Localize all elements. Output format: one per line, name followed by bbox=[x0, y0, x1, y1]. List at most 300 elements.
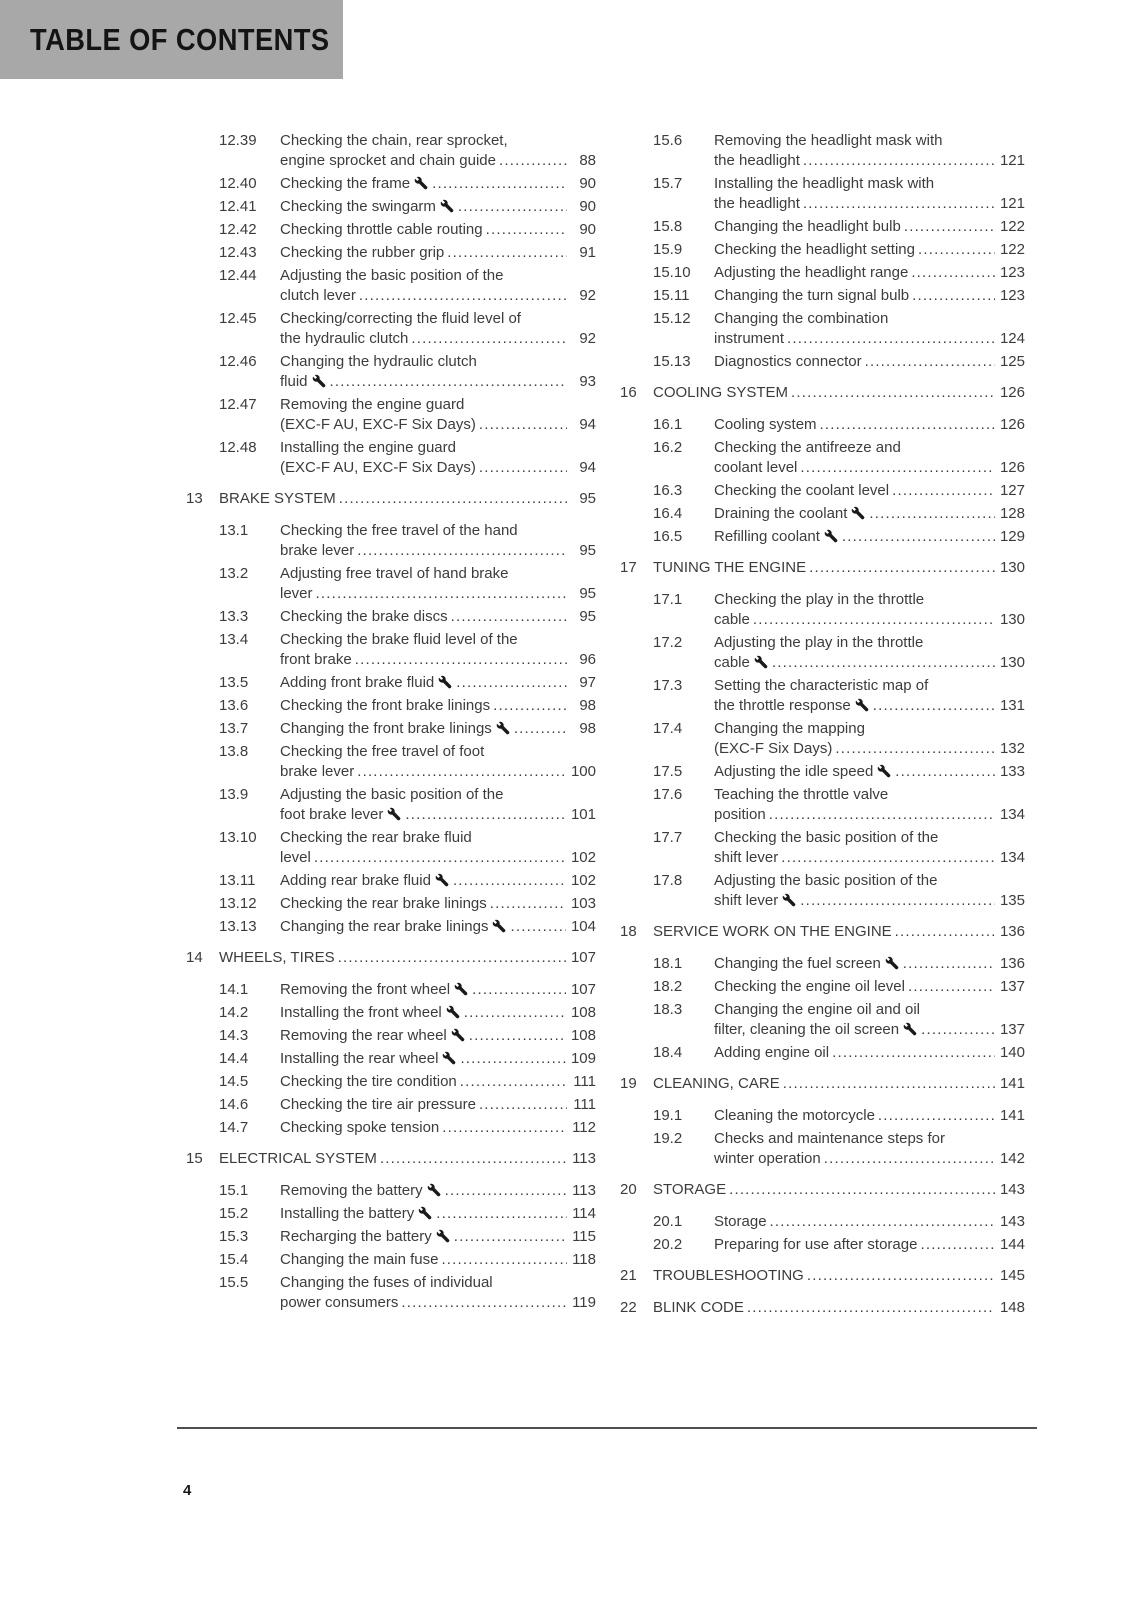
entry-title: (EXC-F AU, EXC-F Six Days) bbox=[280, 416, 476, 433]
entry-body bbox=[280, 131, 596, 171]
entry-last-line bbox=[280, 1072, 596, 1092]
entry-last-line bbox=[714, 891, 1025, 911]
entry-title-line: Adjusting the basic position of the bbox=[714, 872, 938, 889]
entry-title: Checking the coolant level bbox=[714, 482, 890, 499]
toc-entry bbox=[653, 415, 1025, 435]
dot-leader bbox=[835, 739, 995, 759]
entry-number: 15.9 bbox=[653, 241, 683, 258]
wrench-icon bbox=[446, 1005, 460, 1019]
dot-leader bbox=[842, 527, 995, 547]
entry-page-number: 113 bbox=[572, 1182, 596, 1199]
entry-title: filter, cleaning the oil screen bbox=[714, 1021, 900, 1038]
entry-body bbox=[714, 309, 1025, 349]
entry-last-line bbox=[280, 243, 596, 263]
entry-page-number: 123 bbox=[999, 287, 1025, 304]
entry-number: 17.8 bbox=[653, 872, 683, 889]
entry-page-number: 128 bbox=[999, 505, 1025, 522]
chapter-page-number: 148 bbox=[999, 1299, 1025, 1316]
entry-body bbox=[280, 1026, 596, 1046]
dot-leader bbox=[895, 762, 995, 782]
entry-number: 13.9 bbox=[219, 786, 249, 803]
toc-entry bbox=[219, 719, 596, 739]
toc-entry bbox=[219, 1026, 596, 1046]
entry-body bbox=[280, 742, 596, 782]
entry-title-line: Changing the fuses of individual bbox=[280, 1274, 493, 1291]
entry-title: Installing the front wheel bbox=[280, 1004, 442, 1021]
entry-title: Adding engine oil bbox=[714, 1044, 830, 1061]
entry-number: 14.3 bbox=[219, 1027, 249, 1044]
chapter-body bbox=[219, 948, 596, 968]
entry-last-line bbox=[714, 263, 1025, 283]
entry-number: 12.40 bbox=[219, 175, 257, 192]
entry-last-line bbox=[280, 1049, 596, 1069]
entry-title-line: Changing the combination bbox=[714, 310, 889, 327]
toc-entry bbox=[219, 1095, 596, 1115]
entry-body bbox=[714, 676, 1025, 716]
entry-page-number: 98 bbox=[579, 720, 596, 737]
entry-title: position bbox=[714, 806, 766, 823]
entry-body bbox=[714, 1000, 1025, 1040]
dot-leader bbox=[314, 848, 566, 868]
toc-entry bbox=[219, 1250, 596, 1270]
chapter-number: 17 bbox=[620, 559, 637, 576]
entry-body bbox=[714, 286, 1025, 306]
entry-body bbox=[280, 719, 596, 739]
wrench-icon bbox=[877, 764, 891, 778]
toc-entry bbox=[219, 696, 596, 716]
wrench-icon bbox=[387, 807, 401, 821]
entry-title: Changing the rear brake linings bbox=[280, 918, 489, 935]
chapter-number: 18 bbox=[620, 923, 637, 940]
wrench-icon bbox=[440, 199, 454, 213]
entry-title: foot brake lever bbox=[280, 806, 384, 823]
entry-title: coolant level bbox=[714, 459, 798, 476]
entry-title-line: Installing the headlight mask with bbox=[714, 175, 935, 192]
entry-last-line bbox=[714, 240, 1025, 260]
entry-body bbox=[280, 980, 596, 1000]
dot-leader bbox=[803, 151, 995, 171]
entry-number: 20.2 bbox=[653, 1236, 683, 1253]
entry-page-number: 95 bbox=[579, 542, 596, 559]
entry-number: 13.4 bbox=[219, 631, 249, 648]
wrench-icon bbox=[754, 655, 768, 669]
toc-chapter bbox=[620, 1074, 1025, 1094]
toc-entry bbox=[653, 504, 1025, 524]
entry-number: 17.1 bbox=[653, 591, 683, 608]
entry-title-line: Adjusting the basic position of the bbox=[280, 267, 504, 284]
entry-title: Checking the frame bbox=[280, 175, 411, 192]
dot-leader bbox=[911, 263, 995, 283]
dot-leader bbox=[800, 458, 995, 478]
dot-leader bbox=[920, 1235, 995, 1255]
dot-leader bbox=[451, 607, 567, 627]
chapter-last-line bbox=[219, 489, 596, 509]
entry-title-line: Checking the play in the throttle bbox=[714, 591, 925, 608]
dot-leader bbox=[479, 415, 567, 435]
dot-leader bbox=[359, 286, 567, 306]
wrench-icon bbox=[435, 873, 449, 887]
entry-title: Changing the front brake linings bbox=[280, 720, 492, 737]
entry-title: Checking the front brake linings bbox=[280, 697, 491, 714]
entry-number: 15.2 bbox=[219, 1205, 249, 1222]
entry-page-number: 114 bbox=[572, 1205, 596, 1222]
dot-leader bbox=[510, 917, 566, 937]
entry-last-line bbox=[280, 197, 596, 217]
entry-number: 13.2 bbox=[219, 565, 249, 582]
toc-entry bbox=[219, 1003, 596, 1023]
entry-last-line bbox=[280, 805, 596, 825]
chapter-title: SERVICE WORK ON THE ENGINE bbox=[653, 923, 892, 940]
toc-chapter bbox=[186, 948, 596, 968]
toc-entry bbox=[653, 828, 1025, 868]
entry-page-number: 112 bbox=[572, 1119, 596, 1136]
entry-last-line bbox=[714, 977, 1025, 997]
entry-body bbox=[280, 220, 596, 240]
chapter-number: 15 bbox=[186, 1150, 203, 1167]
page-title-band bbox=[0, 0, 343, 79]
entry-last-line bbox=[280, 329, 596, 349]
toc-entry bbox=[653, 131, 1025, 171]
entry-title-line: Checking the basic position of the bbox=[714, 829, 939, 846]
entry-page-number: 137 bbox=[999, 978, 1025, 995]
entry-title: winter operation bbox=[714, 1150, 821, 1167]
entry-body bbox=[714, 352, 1025, 372]
chapter-title: ELECTRICAL SYSTEM bbox=[219, 1150, 377, 1167]
dot-leader bbox=[753, 610, 995, 630]
wrench-icon bbox=[414, 176, 428, 190]
entry-last-line bbox=[280, 415, 596, 435]
entry-last-line bbox=[714, 610, 1025, 630]
dot-leader bbox=[869, 504, 995, 524]
entry-body bbox=[714, 977, 1025, 997]
entry-title-line: Changing the engine oil and oil bbox=[714, 1001, 920, 1018]
toc-entry bbox=[653, 1000, 1025, 1040]
toc-entry bbox=[219, 980, 596, 1000]
entry-body bbox=[714, 1212, 1025, 1232]
entry-title: Draining the coolant bbox=[714, 505, 848, 522]
entry-last-line bbox=[280, 1095, 596, 1115]
toc-entry bbox=[653, 1212, 1025, 1232]
entry-body bbox=[714, 762, 1025, 782]
dot-leader bbox=[411, 329, 567, 349]
chapter-number: 13 bbox=[186, 490, 203, 507]
entry-page-number: 107 bbox=[570, 981, 596, 998]
entry-body bbox=[714, 263, 1025, 283]
entry-page-number: 104 bbox=[570, 918, 596, 935]
entry-title: brake lever bbox=[280, 542, 355, 559]
wrench-icon bbox=[782, 893, 796, 907]
entry-number: 16.3 bbox=[653, 482, 683, 499]
dot-leader bbox=[436, 1204, 567, 1224]
entry-title: Diagnostics connector bbox=[714, 353, 862, 370]
entry-body bbox=[714, 217, 1025, 237]
entry-title: the headlight bbox=[714, 195, 800, 212]
toc-entry bbox=[653, 719, 1025, 759]
entry-number: 12.42 bbox=[219, 221, 257, 238]
entry-page-number: 126 bbox=[999, 416, 1025, 433]
entry-page-number: 111 bbox=[573, 1073, 596, 1090]
dot-leader bbox=[781, 848, 995, 868]
entry-number: 13.11 bbox=[219, 872, 256, 889]
dot-leader bbox=[873, 696, 995, 716]
wrench-icon bbox=[451, 1028, 465, 1042]
entry-last-line bbox=[280, 673, 596, 693]
dot-leader bbox=[472, 980, 566, 1000]
entry-page-number: 123 bbox=[999, 264, 1025, 281]
toc-entry bbox=[219, 352, 596, 392]
toc-chapter bbox=[620, 1180, 1025, 1200]
toc-chapter bbox=[620, 383, 1025, 403]
chapter-title: TROUBLESHOOTING bbox=[653, 1267, 804, 1284]
entry-number: 19.2 bbox=[653, 1130, 683, 1147]
entry-number: 15.8 bbox=[653, 218, 683, 235]
wrench-icon bbox=[885, 956, 899, 970]
entry-title-line: Checking the free travel of foot bbox=[280, 743, 485, 760]
entry-body bbox=[280, 828, 596, 868]
entry-last-line bbox=[280, 1293, 596, 1313]
entry-title-line: Checking the free travel of the hand bbox=[280, 522, 518, 539]
entry-page-number: 101 bbox=[570, 806, 596, 823]
entry-last-line bbox=[280, 220, 596, 240]
chapter-last-line bbox=[219, 1149, 596, 1169]
entry-number: 15.1 bbox=[219, 1182, 249, 1199]
dot-leader bbox=[316, 584, 567, 604]
toc-entry bbox=[219, 243, 596, 263]
page-title: TABLE OF CONTENTS bbox=[30, 21, 330, 57]
wrench-icon bbox=[442, 1051, 456, 1065]
chapter-body bbox=[653, 1074, 1025, 1094]
chapter-body bbox=[653, 383, 1025, 403]
entry-title-line: Installing the engine guard bbox=[280, 439, 456, 456]
entry-title: front brake bbox=[280, 651, 352, 668]
toc-entry bbox=[219, 197, 596, 217]
entry-title: instrument bbox=[714, 330, 785, 347]
entry-number: 17.5 bbox=[653, 763, 683, 780]
toc-entry bbox=[653, 633, 1025, 673]
entry-number: 12.39 bbox=[219, 132, 257, 149]
entry-title-line: Checking/correcting the fluid level of bbox=[280, 310, 521, 327]
entry-last-line bbox=[280, 848, 596, 868]
toc-entry bbox=[219, 1049, 596, 1069]
chapter-number: 22 bbox=[620, 1299, 637, 1316]
entry-title: clutch lever bbox=[280, 287, 356, 304]
entry-title: the hydraulic clutch bbox=[280, 330, 409, 347]
entry-page-number: 90 bbox=[579, 221, 596, 238]
footer-rule bbox=[177, 1427, 1037, 1429]
chapter-title: CLEANING, CARE bbox=[653, 1075, 780, 1092]
entry-last-line bbox=[280, 1118, 596, 1138]
toc-entry bbox=[219, 174, 596, 194]
entry-title-line: Checks and maintenance steps for bbox=[714, 1130, 945, 1147]
entry-number: 14.2 bbox=[219, 1004, 249, 1021]
entry-page-number: 90 bbox=[579, 198, 596, 215]
entry-last-line bbox=[280, 696, 596, 716]
dot-leader bbox=[490, 894, 566, 914]
entry-page-number: 130 bbox=[999, 654, 1025, 671]
entry-body bbox=[280, 197, 596, 217]
entry-page-number: 90 bbox=[579, 175, 596, 192]
entry-page-number: 122 bbox=[999, 218, 1025, 235]
entry-page-number: 109 bbox=[570, 1050, 596, 1067]
entry-title: Checking the headlight setting bbox=[714, 241, 915, 258]
toc-entry bbox=[653, 1043, 1025, 1063]
entry-title-line: Checking the brake fluid level of the bbox=[280, 631, 518, 648]
toc-entry bbox=[219, 785, 596, 825]
toc-entry bbox=[219, 1273, 596, 1313]
dot-leader bbox=[357, 762, 566, 782]
entry-number: 15.4 bbox=[219, 1251, 249, 1268]
entry-number: 17.4 bbox=[653, 720, 683, 737]
entry-body bbox=[280, 673, 596, 693]
entry-page-number: 119 bbox=[572, 1294, 596, 1311]
entry-body bbox=[714, 504, 1025, 524]
entry-page-number: 136 bbox=[999, 955, 1025, 972]
chapter-body bbox=[653, 1266, 1025, 1286]
dot-leader bbox=[405, 805, 566, 825]
entry-page-number: 137 bbox=[999, 1021, 1025, 1038]
entry-page-number: 134 bbox=[999, 849, 1025, 866]
entry-last-line bbox=[714, 696, 1025, 716]
chapter-body bbox=[653, 1180, 1025, 1200]
dot-leader bbox=[903, 954, 995, 974]
entry-page-number: 141 bbox=[999, 1107, 1025, 1124]
wrench-icon bbox=[438, 675, 452, 689]
chapter-page-number: 143 bbox=[999, 1181, 1025, 1198]
entry-page-number: 121 bbox=[999, 152, 1025, 169]
entry-number: 17.7 bbox=[653, 829, 683, 846]
chapter-title: BRAKE SYSTEM bbox=[219, 490, 336, 507]
entry-last-line bbox=[714, 848, 1025, 868]
entry-page-number: 144 bbox=[999, 1236, 1025, 1253]
toc-entry bbox=[219, 1118, 596, 1138]
entry-last-line bbox=[714, 217, 1025, 237]
entry-title-line: Adjusting free travel of hand brake bbox=[280, 565, 509, 582]
entry-body bbox=[714, 828, 1025, 868]
entry-last-line bbox=[280, 1003, 596, 1023]
entry-body bbox=[280, 243, 596, 263]
chapter-last-line bbox=[219, 948, 596, 968]
entry-last-line bbox=[714, 739, 1025, 759]
entry-page-number: 122 bbox=[999, 241, 1025, 258]
dot-leader bbox=[458, 197, 567, 217]
dot-leader bbox=[464, 1003, 566, 1023]
dot-leader bbox=[787, 329, 995, 349]
entry-page-number: 88 bbox=[579, 152, 596, 169]
entry-page-number: 131 bbox=[999, 697, 1025, 714]
entry-page-number: 134 bbox=[999, 806, 1025, 823]
toc-entry bbox=[219, 266, 596, 306]
entry-last-line bbox=[280, 762, 596, 782]
dot-leader bbox=[729, 1180, 995, 1200]
chapter-page-number: 107 bbox=[570, 949, 596, 966]
dot-leader bbox=[441, 1250, 567, 1270]
entry-last-line bbox=[714, 1043, 1025, 1063]
chapter-body bbox=[219, 489, 596, 509]
entry-last-line bbox=[280, 1026, 596, 1046]
entry-title-line: Changing the hydraulic clutch bbox=[280, 353, 477, 370]
dot-leader bbox=[908, 977, 995, 997]
entry-title: Installing the rear wheel bbox=[280, 1050, 439, 1067]
entry-title: Adjusting the headlight range bbox=[714, 264, 909, 281]
entry-page-number: 91 bbox=[579, 244, 596, 261]
entry-page-number: 142 bbox=[999, 1150, 1025, 1167]
wrench-icon bbox=[454, 982, 468, 996]
dot-leader bbox=[904, 217, 995, 237]
dot-leader bbox=[809, 558, 995, 578]
entry-last-line bbox=[280, 650, 596, 670]
entry-number: 18.2 bbox=[653, 978, 683, 995]
entry-number: 15.6 bbox=[653, 132, 683, 149]
entry-last-line bbox=[280, 1204, 596, 1224]
entry-last-line bbox=[714, 1020, 1025, 1040]
wrench-icon bbox=[903, 1022, 917, 1036]
entry-body bbox=[714, 438, 1025, 478]
entry-page-number: 108 bbox=[570, 1004, 596, 1021]
entry-page-number: 133 bbox=[999, 763, 1025, 780]
entry-title: Cooling system bbox=[714, 416, 817, 433]
toc-entry bbox=[653, 309, 1025, 349]
entry-body bbox=[280, 1049, 596, 1069]
wrench-icon bbox=[436, 1229, 450, 1243]
chapter-body bbox=[219, 1149, 596, 1169]
entry-title: Checking the engine oil level bbox=[714, 978, 905, 995]
dot-leader bbox=[330, 372, 567, 392]
entry-page-number: 135 bbox=[999, 892, 1025, 909]
entry-number: 18.4 bbox=[653, 1044, 683, 1061]
chapter-last-line bbox=[653, 383, 1025, 403]
entry-title: Cleaning the motorcycle bbox=[714, 1107, 875, 1124]
entry-title-line: Checking the antifreeze and bbox=[714, 439, 901, 456]
chapter-body bbox=[653, 1298, 1025, 1318]
chapter-number: 14 bbox=[186, 949, 203, 966]
entry-number: 16.1 bbox=[653, 416, 683, 433]
toc-entry bbox=[219, 871, 596, 891]
entry-title-line: Checking the rear brake fluid bbox=[280, 829, 472, 846]
entry-last-line bbox=[280, 151, 596, 171]
toc-entry bbox=[219, 673, 596, 693]
entry-body bbox=[714, 785, 1025, 825]
dot-leader bbox=[918, 240, 995, 260]
chapter-title: BLINK CODE bbox=[653, 1299, 744, 1316]
entry-title: Removing the rear wheel bbox=[280, 1027, 447, 1044]
entry-page-number: 92 bbox=[579, 287, 596, 304]
dot-leader bbox=[499, 151, 567, 171]
entry-number: 17.3 bbox=[653, 677, 683, 694]
toc-entry bbox=[219, 131, 596, 171]
entry-number: 12.43 bbox=[219, 244, 257, 261]
dot-leader bbox=[338, 948, 566, 968]
entry-last-line bbox=[280, 1250, 596, 1270]
toc-chapter bbox=[186, 489, 596, 509]
entry-title-line: Teaching the throttle valve bbox=[714, 786, 889, 803]
wrench-icon bbox=[855, 698, 869, 712]
chapter-page-number: 126 bbox=[999, 384, 1025, 401]
entry-title-line: Removing the headlight mask with bbox=[714, 132, 943, 149]
dot-leader bbox=[493, 696, 567, 716]
dot-leader bbox=[912, 286, 995, 306]
toc-entry bbox=[219, 521, 596, 561]
entry-body bbox=[714, 871, 1025, 911]
entry-body bbox=[280, 1072, 596, 1092]
entry-page-number: 100 bbox=[570, 763, 596, 780]
entry-last-line bbox=[714, 1212, 1025, 1232]
toc-entry bbox=[653, 871, 1025, 911]
wrench-icon bbox=[824, 529, 838, 543]
dot-leader bbox=[479, 1095, 567, 1115]
entry-body bbox=[280, 174, 596, 194]
wrench-icon bbox=[492, 919, 506, 933]
entry-number: 13.12 bbox=[219, 895, 257, 912]
